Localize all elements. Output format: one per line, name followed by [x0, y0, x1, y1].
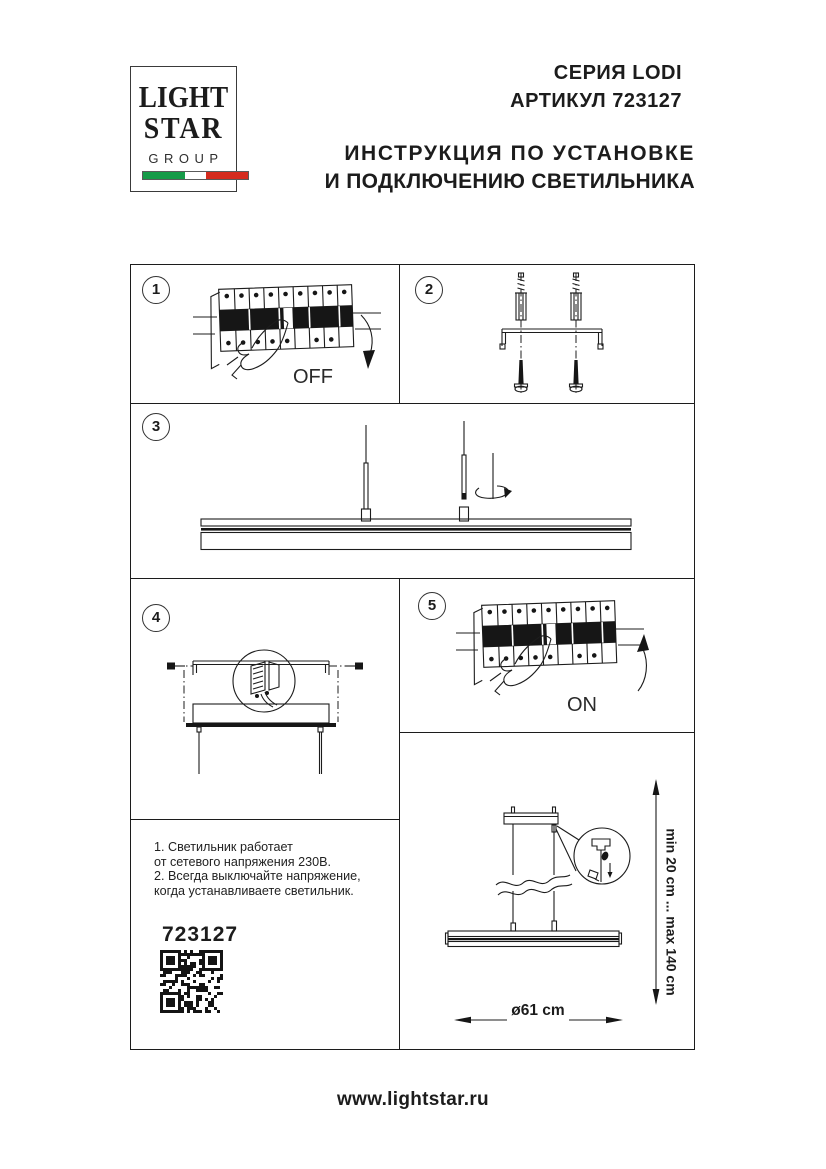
suspension-cables [513, 824, 554, 923]
logo-star-text: STAR [143, 110, 224, 145]
note-line: от сетевого напряжения 230В. [154, 854, 331, 869]
arrow-down-icon [361, 315, 372, 354]
side-screw-icon [167, 663, 185, 670]
canopy-mounting-diagram [131, 578, 399, 819]
light-bar [201, 519, 631, 550]
step-1-number: 1 [142, 276, 170, 304]
qr-code [160, 950, 223, 1013]
article-title: АРТИКУЛ 723127 [510, 90, 682, 112]
step-3-number: 3 [142, 413, 170, 441]
dimensions-panel [399, 732, 694, 1049]
step-2-number: 2 [415, 276, 443, 304]
canopy-body [193, 704, 329, 723]
lightstar-logo [130, 66, 237, 192]
cable-break-waves [496, 875, 572, 895]
note-line: когда устанавливаете светильник. [154, 883, 354, 898]
circuit-breaker-off-diagram [191, 277, 396, 403]
step-1-panel [131, 265, 399, 403]
canopy-base-plate [186, 723, 336, 727]
on-label: ON [567, 694, 597, 716]
logo-group-text: GROUP [148, 151, 224, 166]
website-url: www.lightstar.ru [337, 1089, 489, 1110]
safety-notes [154, 840, 389, 898]
screw-icon [570, 360, 583, 392]
step-2-panel [399, 265, 694, 403]
diameter-label: ø61 cm [511, 1002, 565, 1019]
step-4-panel [131, 578, 399, 819]
height-dimension [653, 779, 680, 1005]
width-dimension [454, 1002, 623, 1023]
note-line: 1. Светильник работает [154, 840, 293, 854]
mounting-bracket [502, 329, 602, 346]
terminal-detail-magnifier [233, 650, 295, 712]
logo-light-text: LIGHT [138, 79, 229, 114]
step-5-panel [399, 578, 694, 732]
pendant-dimensions-diagram [399, 732, 694, 1049]
mounting-hardware-diagram [399, 265, 694, 403]
instruction-title-line1: ИНСТРУКЦИЯ ПО УСТАНОВКЕ [344, 142, 695, 165]
step-3-panel [131, 403, 694, 578]
canopy [504, 813, 558, 824]
rotate-arrow-icon [476, 486, 512, 498]
off-label: OFF [293, 366, 333, 388]
flag-green [143, 172, 185, 179]
step-4-number: 4 [142, 604, 170, 632]
suspension-cables [199, 732, 322, 774]
series-title: СЕРИЯ LODI [553, 62, 682, 84]
side-screw-icon [345, 663, 363, 670]
steps-grid [130, 264, 695, 1050]
fixture-cable-assembly-diagram [131, 403, 694, 578]
notes-panel [131, 819, 399, 1049]
arrow-up-icon [638, 649, 646, 691]
italian-flag-stripe [142, 171, 249, 180]
flag-white [185, 172, 206, 179]
article-number: 723127 [162, 923, 239, 946]
cable-adjuster-magnifier [574, 828, 630, 884]
flag-red [206, 172, 248, 179]
height-range-label: min 20 cm ... max 140 cm [663, 828, 680, 996]
light-bar [446, 931, 622, 947]
step-5-number: 5 [418, 592, 446, 620]
circuit-breaker-on-diagram [454, 593, 659, 725]
note-line: 2. Всегда выключайте напряжение, [154, 869, 361, 884]
instruction-title-line2: И ПОДКЛЮЧЕНИЮ СВЕТИЛЬНИКА [324, 170, 695, 193]
screw-icon [515, 360, 528, 392]
